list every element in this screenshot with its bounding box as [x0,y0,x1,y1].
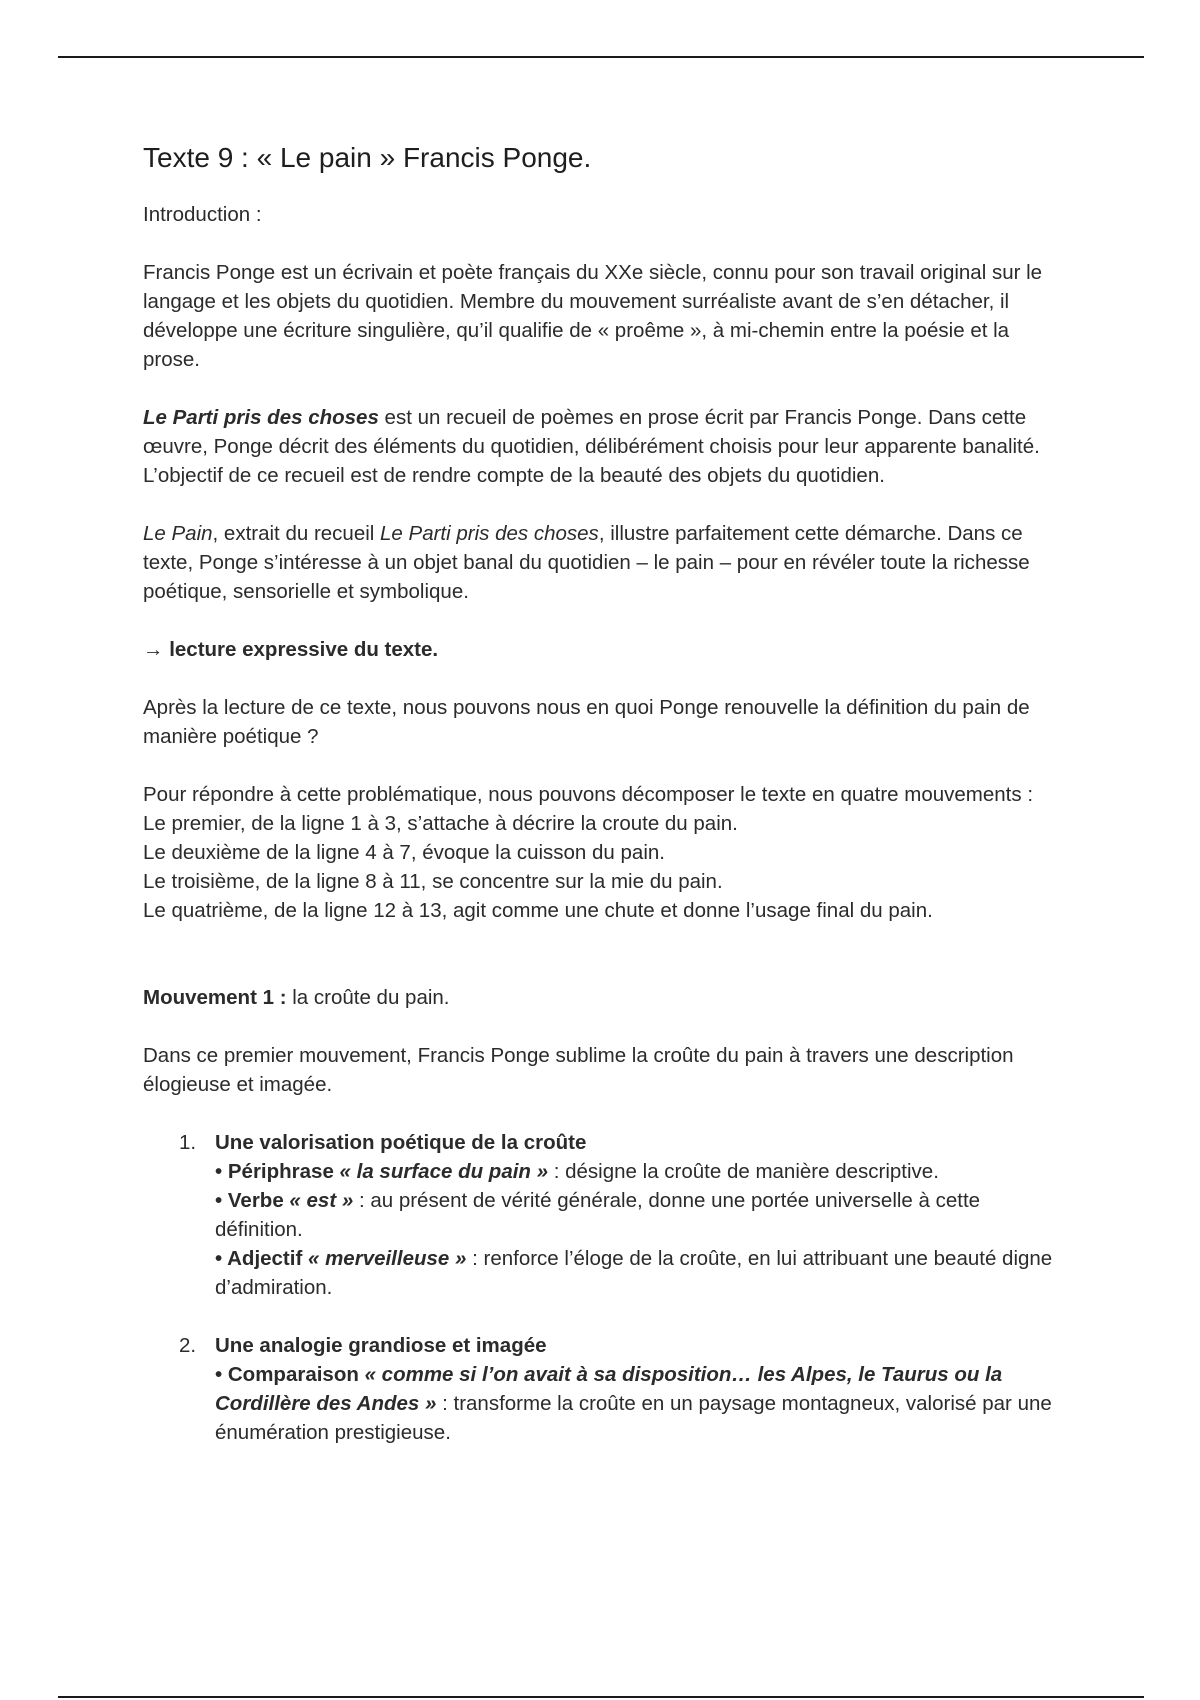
collection-title: Le Parti pris des choses [380,522,599,545]
axis-heading: Une valorisation poétique de la croûte [215,1131,587,1154]
point-quote: « est » [289,1189,354,1212]
footer-rule [58,1696,1144,1698]
intro-paragraph-3-text-a: , extrait du recueil [212,522,381,545]
problematique: Après la lecture de ce texte, nous pouvons nous en quoi Ponge renouvelle la définition du pain de manière poétique ? [143,696,1030,748]
point-quote: « comme si l’on avait à sa disposition… les Alpes, le Taurus ou la Cordillère des Andes » [215,1363,1003,1415]
plan-item: Le deuxième de la ligne 4 à 7, évoque la cuisson du pain. [143,841,665,864]
work-title: Le Parti pris des choses [143,406,379,429]
axis-point [215,1244,1063,1302]
axis-point [215,1360,1063,1447]
reading-note: → lecture expressive du texte. [143,638,439,661]
plan-item: Le premier, de la ligne 1 à 3, s’attache à décrire la croute du pain. [143,812,738,835]
intro-paragraph-2 [143,403,1063,490]
axis-point [215,1186,1063,1244]
analysis-axis [179,1128,1063,1302]
plan-item: Le troisième, de la ligne 8 à 11, se concentre sur la mie du pain. [143,870,723,893]
plan-item: Le quatrième, de la ligne 12 à 13, agit comme une chute et donne l’usage final du pain. [143,899,933,922]
mouvement-subtitle: la croûte du pain. [286,986,450,1009]
document-title: Texte 9 : « Le pain » Francis Ponge. [143,142,592,173]
plan-section [143,780,1063,925]
axis-heading: Une analogie grandiose et imagée [215,1334,547,1357]
point-label: • Périphrase [215,1160,340,1183]
analysis-list [143,1128,1063,1447]
intro-paragraph-3 [143,519,1063,606]
point-label: • Verbe [215,1189,290,1212]
header-rule [58,56,1144,58]
introduction-label: Introduction : [143,203,262,226]
mouvement-label: Mouvement 1 : [143,986,287,1009]
axis-point [215,1157,1063,1186]
axis-number: 1. [179,1131,197,1154]
point-quote: « merveilleuse » [307,1247,467,1270]
axis-number: 2. [179,1334,197,1357]
intro-paragraph-1: Francis Ponge est un écrivain et poète français du XXe siècle, connu pour son travail original sur le langage et les objets du quotidien. Membre du mouvement surréaliste avant de s’en détacher, il développe une écriture singulière, qu’il qualifie de « proême », à mi-chemin entre la poésie et la prose. [143,261,1043,371]
point-text: : au présent de vérité générale, donne une portée universelle à cette définition. [215,1189,981,1241]
mouvement-heading [143,983,1063,1012]
plan-intro: Pour répondre à cette problématique, nous pouvons décomposer le texte en quatre mouvements : [143,783,1034,806]
intro-paragraph-3-text-b: , illustre parfaitement cette démarche. Dans ce texte, Ponge s’intéresse à un objet banal du quotidien – le pain – pour en révéler toute la richesse poétique, sensorielle et symbolique. [143,522,1030,603]
point-text: : renforce l’éloge de la croûte, en lui attribuant une beauté digne d’admiration. [215,1247,1053,1299]
point-text: : transforme la croûte en un paysage montagneux, valorisé par une énumération prestigieuse. [215,1392,1052,1444]
poem-title: Le Pain [143,522,213,545]
point-label: • Comparaison [215,1363,365,1386]
document-body [143,140,1063,1476]
point-quote: « la surface du pain » [339,1160,549,1183]
point-text: : désigne la croûte de manière descriptive. [548,1160,939,1183]
analysis-axis [179,1331,1063,1447]
mouvement-intro: Dans ce premier mouvement, Francis Ponge sublime la croûte du pain à travers une description élogieuse et imagée. [143,1044,1014,1096]
point-label: • Adjectif [215,1247,308,1270]
intro-paragraph-2-text: est un recueil de poèmes en prose écrit par Francis Ponge. Dans cette œuvre, Ponge décrit des éléments du quotidien, délibérément choisis pour leur apparente banalité. L’objectif de ce recueil est de rendre compte de la beauté des objets du quotidien. [143,406,1040,487]
